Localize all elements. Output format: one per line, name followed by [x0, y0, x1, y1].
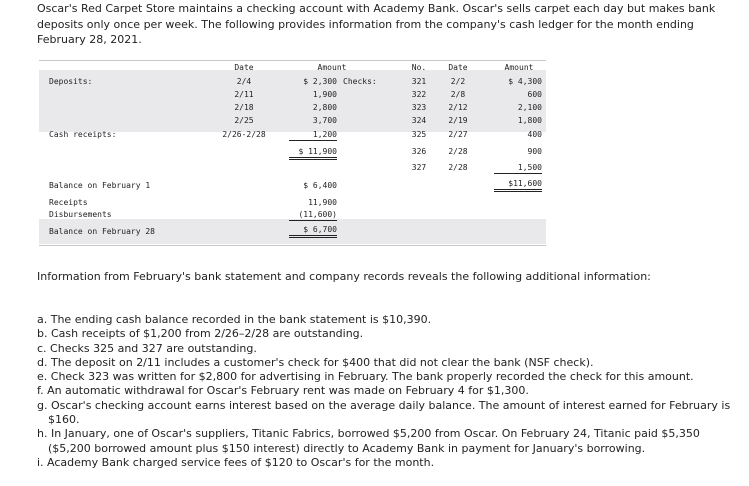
summary-value: (11,600) — [289, 210, 337, 221]
cash-ledger-table — [39, 60, 546, 246]
checks-total: $11,600 — [494, 179, 542, 192]
header-check-no: No. — [411, 63, 427, 72]
check-amount: 1,500 — [494, 163, 542, 174]
deposit-date: 2/26-2/28 — [222, 130, 266, 139]
list-item: g. Oscar's checking account earns interest based on the average daily balance. The amount of interest earned for February is $160. — [37, 398, 731, 427]
list-item: a. The ending cash balance recorded in the bank statement is $10,390. — [37, 313, 432, 326]
label-checks: Checks: — [343, 77, 377, 86]
problem-intro: Oscar's Red Carpet Store maintains a checking account with Academy Bank. Oscar's sells carpet each day but makes bank deposits only once per week. The following provides information from the company's cash ledger for the month ending February 28, 2021. — [37, 2, 716, 46]
check-amount: 2,100 — [517, 103, 542, 112]
check-amount: 1,800 — [517, 116, 542, 125]
summary-label: Balance on February 28 — [49, 227, 155, 236]
summary-value: $ 6,700 — [289, 225, 337, 238]
check-number: 323 — [411, 103, 427, 112]
check-date: 2/28 — [448, 147, 468, 156]
check-date: 2/19 — [448, 116, 468, 125]
deposit-amount: 3,700 — [312, 116, 337, 125]
check-number: 325 — [411, 130, 427, 139]
additional-info-heading: Information from February's bank statement and company records reveals the following additional information: — [37, 270, 651, 283]
deposit-amount: 1,200 — [289, 130, 337, 141]
check-number: 322 — [411, 90, 427, 99]
additional-info-list — [37, 313, 737, 470]
check-number: 321 — [411, 77, 427, 86]
check-number: 326 — [411, 147, 427, 156]
check-number: 327 — [411, 163, 427, 172]
check-date: 2/28 — [448, 163, 468, 172]
deposit-amount: 2,800 — [312, 103, 337, 112]
check-date: 2/12 — [448, 103, 468, 112]
summary-label: Receipts — [49, 198, 88, 207]
summary-value: $ 6,400 — [303, 181, 337, 190]
list-item: h. In January, one of Oscar's suppliers, Titanic Fabrics, borrowed $5,200 from Oscar. On February 24, Titanic paid $5,350 ($5,200 borrowed amount plus $150 interest) directly to Academy Bank in payment for January's borrowing. — [37, 427, 700, 455]
list-item: e. Check 323 was written for $2,800 for advertising in February. The bank properly recorded the check for this amount. — [37, 370, 694, 384]
header-check-amount: Amount — [504, 63, 534, 72]
header-check-date: Date — [448, 63, 468, 72]
check-amount: 600 — [527, 90, 542, 99]
deposits-total: $ 11,900 — [289, 147, 337, 160]
deposit-date: 2/25 — [234, 116, 254, 125]
deposit-date: 2/4 — [236, 77, 252, 86]
check-date: 2/2 — [450, 77, 466, 86]
deposit-amount: $ 2,300 — [303, 77, 337, 86]
check-amount: 400 — [527, 130, 542, 139]
summary-label: Disbursements — [49, 210, 112, 219]
check-amount: 900 — [527, 147, 542, 156]
list-item: b. Cash receipts of $1,200 from 2/26–2/28 are outstanding. — [37, 327, 364, 341]
list-item: c. Checks 325 and 327 are outstanding. — [37, 341, 257, 355]
header-date: Date — [234, 63, 254, 72]
header-amount: Amount — [317, 63, 347, 72]
check-date: 2/8 — [450, 90, 466, 99]
summary-label: Balance on February 1 — [49, 181, 151, 190]
deposit-date: 2/18 — [234, 103, 254, 112]
list-item: d. The deposit on 2/11 includes a customer's check for $400 that did not clear the bank (NSF check). — [37, 355, 594, 369]
check-date: 2/27 — [448, 130, 468, 139]
deposit-amount: 1,900 — [312, 90, 337, 99]
check-number: 324 — [411, 116, 427, 125]
summary-value: 11,900 — [308, 198, 337, 207]
label-deposits: Deposits: — [49, 77, 93, 86]
list-item: i. Academy Bank charged service fees of $120 to Oscar's for the month. — [37, 455, 435, 469]
label-cash-receipts: Cash receipts: — [49, 130, 117, 139]
check-amount: $ 4,300 — [508, 77, 542, 86]
list-item: f. An automatic withdrawal for Oscar's February rent was made on February 4 for $1,300. — [37, 384, 529, 398]
deposit-date: 2/11 — [234, 90, 254, 99]
